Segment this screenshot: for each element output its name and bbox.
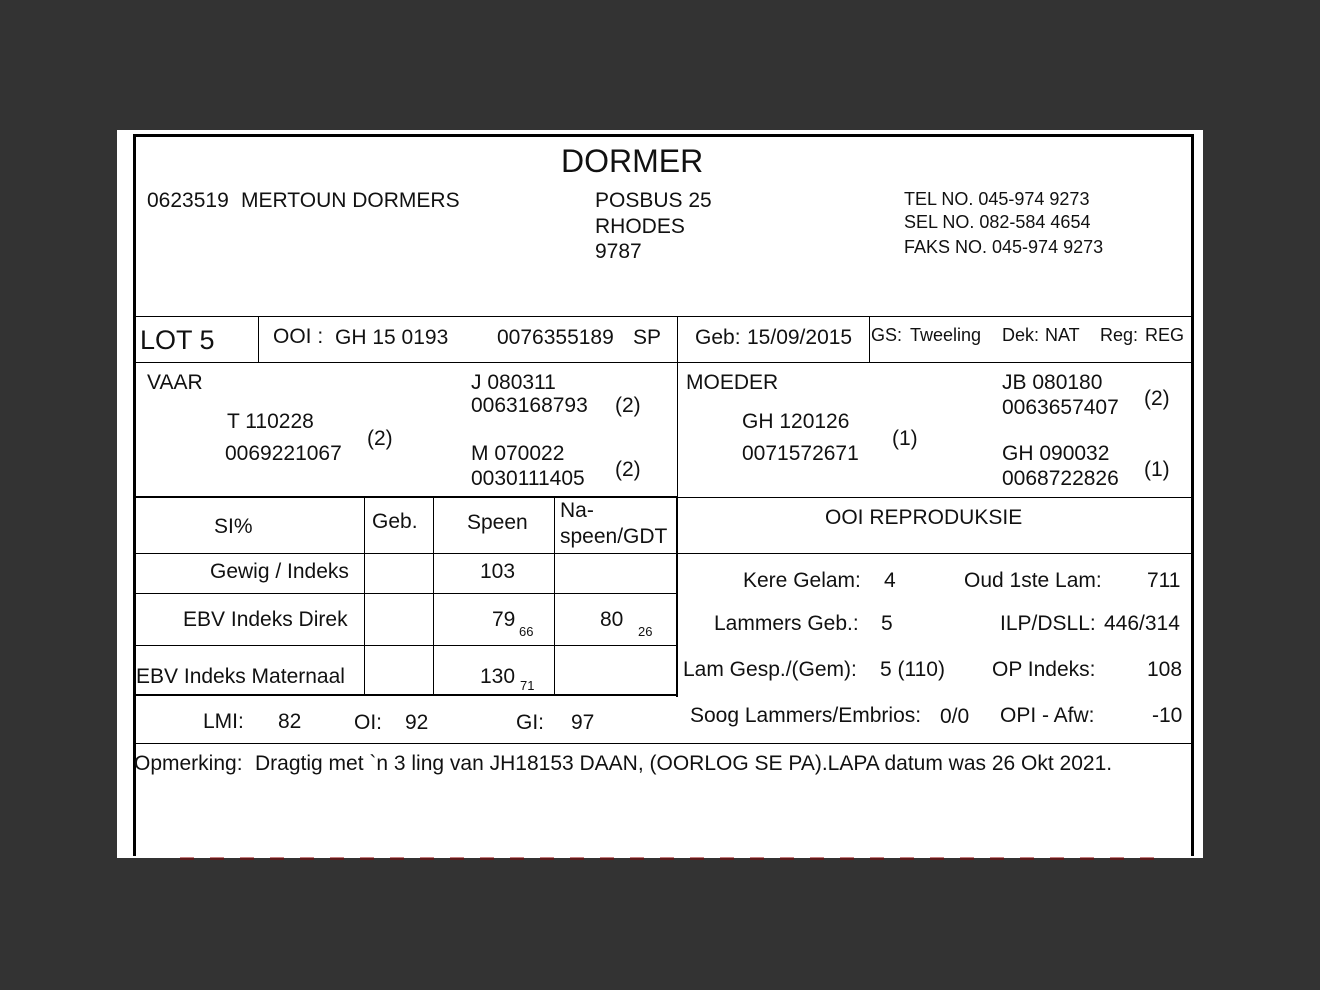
gi-value: 97 [571,711,595,734]
breeder-number: 0623519 [147,189,229,212]
sire-id: T 110228 [227,410,314,433]
divider [554,497,555,695]
row-label-ebv-maternal: EBV Indeks Maternaal [136,665,345,688]
row-label-weight-index: Gewig / Indeks [210,560,349,583]
divider [364,497,365,695]
gi-label: GI: [516,711,545,734]
ooi-grade: SP [633,326,662,349]
divider [134,553,1194,554]
row-label-ebv-direct: EBV Indeks Direk [183,608,348,631]
ebv-direct-speen-value: 79 [492,608,516,631]
ilp-dsll-label: ILP/DSLL: [1000,612,1096,635]
cropped-red-text-edge [180,857,1160,860]
dam-id: GH 120126 [742,410,850,433]
ooi-id: GH 15 0193 [335,326,449,349]
dam-count: (1) [892,427,918,450]
address-line-2: RHODES [595,215,685,238]
dam-label: MOEDER [686,371,779,394]
address-line-3: 9787 [595,240,642,263]
divider [134,362,1194,363]
opi-deviation-value: -10 [1152,704,1183,727]
lambs-born-value: 5 [881,612,893,635]
oi-value: 92 [405,711,429,734]
dam-sire-number: 0063657407 [1002,396,1119,419]
suckled-lambs-label: Soog Lammers/Embrios: [690,704,922,727]
dam-number: 0071572671 [742,442,859,465]
ilp-dsll-value: 446/314 [1104,612,1180,635]
reg-value: REG [1145,325,1185,345]
speen-header: Speen [467,511,528,534]
sire-dam-id: M 070022 [471,442,565,465]
lambs-weaned-value: 5 (110) [880,658,945,681]
divider [258,316,259,362]
divider [433,497,434,695]
weight-speen-value: 103 [480,560,516,583]
birth-date: 15/09/2015 [747,326,853,349]
divider [869,316,870,362]
naspeen-header-line1: Na- [560,499,594,522]
gs-value: Tweeling [910,325,982,345]
remark-text: Dragtig met `n 3 ling van JH18153 DAAN, (OORLOG SE PA).LAPA datum was 26 Okt 2021. [255,752,1113,775]
reproduction-title: OOI REPRODUKSIE [825,506,1023,529]
address-line-1: POSBUS 25 [595,189,712,212]
breed-title: DORMER [561,143,704,179]
dam-sire-id: JB 080180 [1002,371,1103,394]
divider [134,496,678,498]
divider [134,743,1194,744]
gs-label: GS: [871,325,903,345]
sire-number: 0069221067 [225,442,342,465]
sire-dam-number: 0030111405 [471,467,585,490]
contact-fax: FAKS NO. 045-974 9273 [904,237,1104,257]
naspeen-header-line2: speen/GDT [560,525,668,548]
divider [677,362,678,497]
dam-dam-count: (1) [1144,458,1170,481]
opi-deviation-label: OPI - Afw: [1000,704,1095,727]
ebv-maternal-speen-value: 130 [480,665,516,688]
times-lambed-value: 4 [884,569,896,592]
remark-label: Opmerking: [134,752,243,775]
op-index-value: 108 [1147,658,1183,681]
times-lambed-label: Kere Gelam: [743,569,861,592]
reg-label: Reg: [1100,325,1139,345]
ebv-direct-naspeen-value: 80 [600,608,624,631]
birth-label: Geb: [695,326,741,349]
ebv-direct-naspeen-accuracy: 26 [638,624,653,639]
divider [134,645,677,646]
ebv-direct-speen-accuracy: 66 [519,624,534,639]
divider [677,316,678,362]
dam-dam-id: GH 090032 [1002,442,1110,465]
oi-label: OI: [354,711,383,734]
lmi-value: 82 [278,710,302,733]
divider [676,497,678,697]
ebv-maternal-speen-accuracy: 71 [520,678,535,693]
suckled-lambs-value: 0/0 [940,705,970,728]
lmi-label: LMI: [203,710,244,733]
age-first-lamb-value: 711 [1147,569,1181,592]
geb-header: Geb. [372,510,418,533]
lot-number: LOT 5 [140,325,215,355]
sire-dam-count: (2) [615,458,641,481]
divider [134,316,1194,317]
sire-sire-id: J 080311 [471,371,556,394]
breeder-name: MERTOUN DORMERS [241,189,460,212]
sire-sire-count: (2) [615,394,641,417]
lambs-born-label: Lammers Geb.: [714,612,859,635]
divider [678,497,1194,498]
sire-label: VAAR [147,371,203,394]
sire-count: (2) [367,427,393,450]
sire-sire-number: 0063168793 [471,394,588,417]
dek-label: Dek: [1002,325,1040,345]
divider [134,593,677,594]
lambs-weaned-label: Lam Gesp./(Gem): [683,658,857,681]
ooi-label: OOI : [273,325,324,348]
dam-dam-number: 0068722826 [1002,467,1119,490]
dam-sire-count: (2) [1144,387,1170,410]
contact-cell: SEL NO. 082-584 4654 [904,212,1091,232]
ooi-number: 0076355189 [497,326,614,349]
contact-tel: TEL NO. 045-974 9273 [904,189,1090,209]
si-header: SI% [214,515,253,538]
op-index-label: OP Indeks: [992,658,1096,681]
age-first-lamb-label: Oud 1ste Lam: [964,569,1102,592]
divider [134,694,678,696]
dek-value: NAT [1045,325,1080,345]
